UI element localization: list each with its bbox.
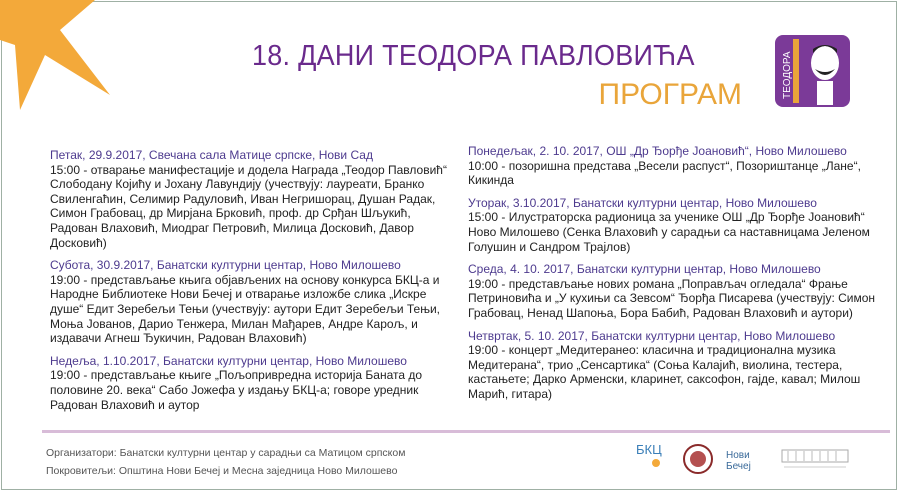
festival-logo (775, 35, 850, 107)
event-block (468, 329, 890, 402)
portrait-icon (803, 41, 847, 105)
event-block (468, 196, 890, 254)
event-block (468, 144, 890, 188)
event-text: 15:00 - отварање манифестације и додела Награда „Теодор Павловић“ Слободану Којићу и Јохану Лавундију (учествују: лауреати, Бранко Свиленгаћин, Селимир Радуловић, Иван Негришорац, Душан Радак, Симон Грабовац, др Мирјана Брковић, проф. др Срђан Шљукић, Радован Влаховић, Миодраг Петровић, Милица Досковић, Давор Досковић) (50, 162, 447, 250)
svg-text:ТЕОДОРА: ТЕОДОРА (782, 51, 793, 99)
event-heading: Понедељак, 2. 10. 2017, ОШ „Др Ђорђе Јоановић“, Ново Милошево (468, 144, 847, 158)
page-title: 18. ДАНИ ТЕОДОРА ПАВЛОВИЋА (252, 40, 695, 72)
bkc-logo (636, 442, 662, 476)
sponsors-text: Покровитељи: Општина Нови Бечеј и Месна заједница Ново Милошево (46, 465, 398, 477)
event-text: 15:00 - Илустраторска радионица за ученике ОШ „Др Ђорђе Јоановић“ Ново Милошево (Сенка Влаховић у сарадњи са наставницама Јеленом Голушин и Сандром Трајлов) (468, 210, 870, 254)
star-decoration-icon (0, 0, 120, 115)
divider (42, 430, 890, 433)
novi-becej-logo: Нови Бечеј (726, 450, 751, 472)
event-heading: Петак, 29.9.2017, Свечана сала Матице српске, Нови Сад (50, 148, 373, 162)
event-heading: Уторак, 3.10.2017, Банатски културни центар, Ново Милошево (468, 195, 817, 210)
event-text: 19:00 - представљање књига објављених на основу конкурса БКЦ-а и Народне Библиотеке Нови Бечеј и отварање изложбе слика „Искре душе“ Едит Зеребељи Тењи (учествују: аутори Едит Зеребељи Тењи, Моња Јованов, Дарио Тенжера, Милан Мађарев, Андре Карољ, и издавачи Агнеш Ђукичин, Радован Влаховић) (50, 272, 441, 346)
page-subtitle: ПРОГРАМ (598, 78, 742, 111)
mesna-zajednica-building-icon (780, 442, 850, 476)
event-heading: Среда, 4. 10. 2017, Банатски културни центар, Ново Милошево (468, 262, 821, 277)
event-text: 19:00 - представљање нових романа „Поправљач огледала“ Фрање Петриновића и „У кухињи са Зевсом“ Ђорђа Писарева (учествују: Симон Грабовац, Ненад Шапоња, Бора Бабић, Радован Влаховић и аутори) (468, 276, 876, 320)
right-column (468, 144, 890, 410)
event-text: 10:00 - позоришна представа „Весели распуст“, Позориштанце „Лане“, Кикинда (468, 158, 861, 188)
event-block (50, 354, 460, 412)
matica-srpska-seal-icon (682, 442, 714, 476)
left-column (50, 148, 460, 420)
bkc-logo-text: БКЦ (636, 442, 662, 457)
event-block (468, 262, 890, 320)
event-block (50, 258, 460, 346)
event-text: 19:00 - концерт „Медитеранео: класична и традиционална музика Медитерана“, трио „Сенсартика“ (Соња Калајић, виолина, тестера, кастањете; Дарко Арменски, кларинет, саксофон, гајде, кавал; Милош Марић, гитара) (468, 343, 861, 401)
event-text: 19:00 - представљање књиге „Пољопривредна историја Баната до половине 20. века“ Сабо Јожефа у издању БКЦ-а; говоре уредник Радован Влаховић и аутор (50, 368, 423, 412)
organizers-text: Организатори: Банатски културни центар у сарадњи са Матицом српском (46, 447, 406, 459)
sun-icon (650, 457, 662, 469)
event-heading: Недеља, 1.10.2017, Банатски културни центар, Ново Милошево (50, 353, 407, 368)
event-heading: Четвртак, 5. 10. 2017, Банатски културни центар, Ново Милошево (468, 328, 836, 343)
event-heading: Субота, 30.9.2017, Банатски културни центар, Ново Милошево (50, 258, 401, 273)
event-block (50, 148, 460, 250)
